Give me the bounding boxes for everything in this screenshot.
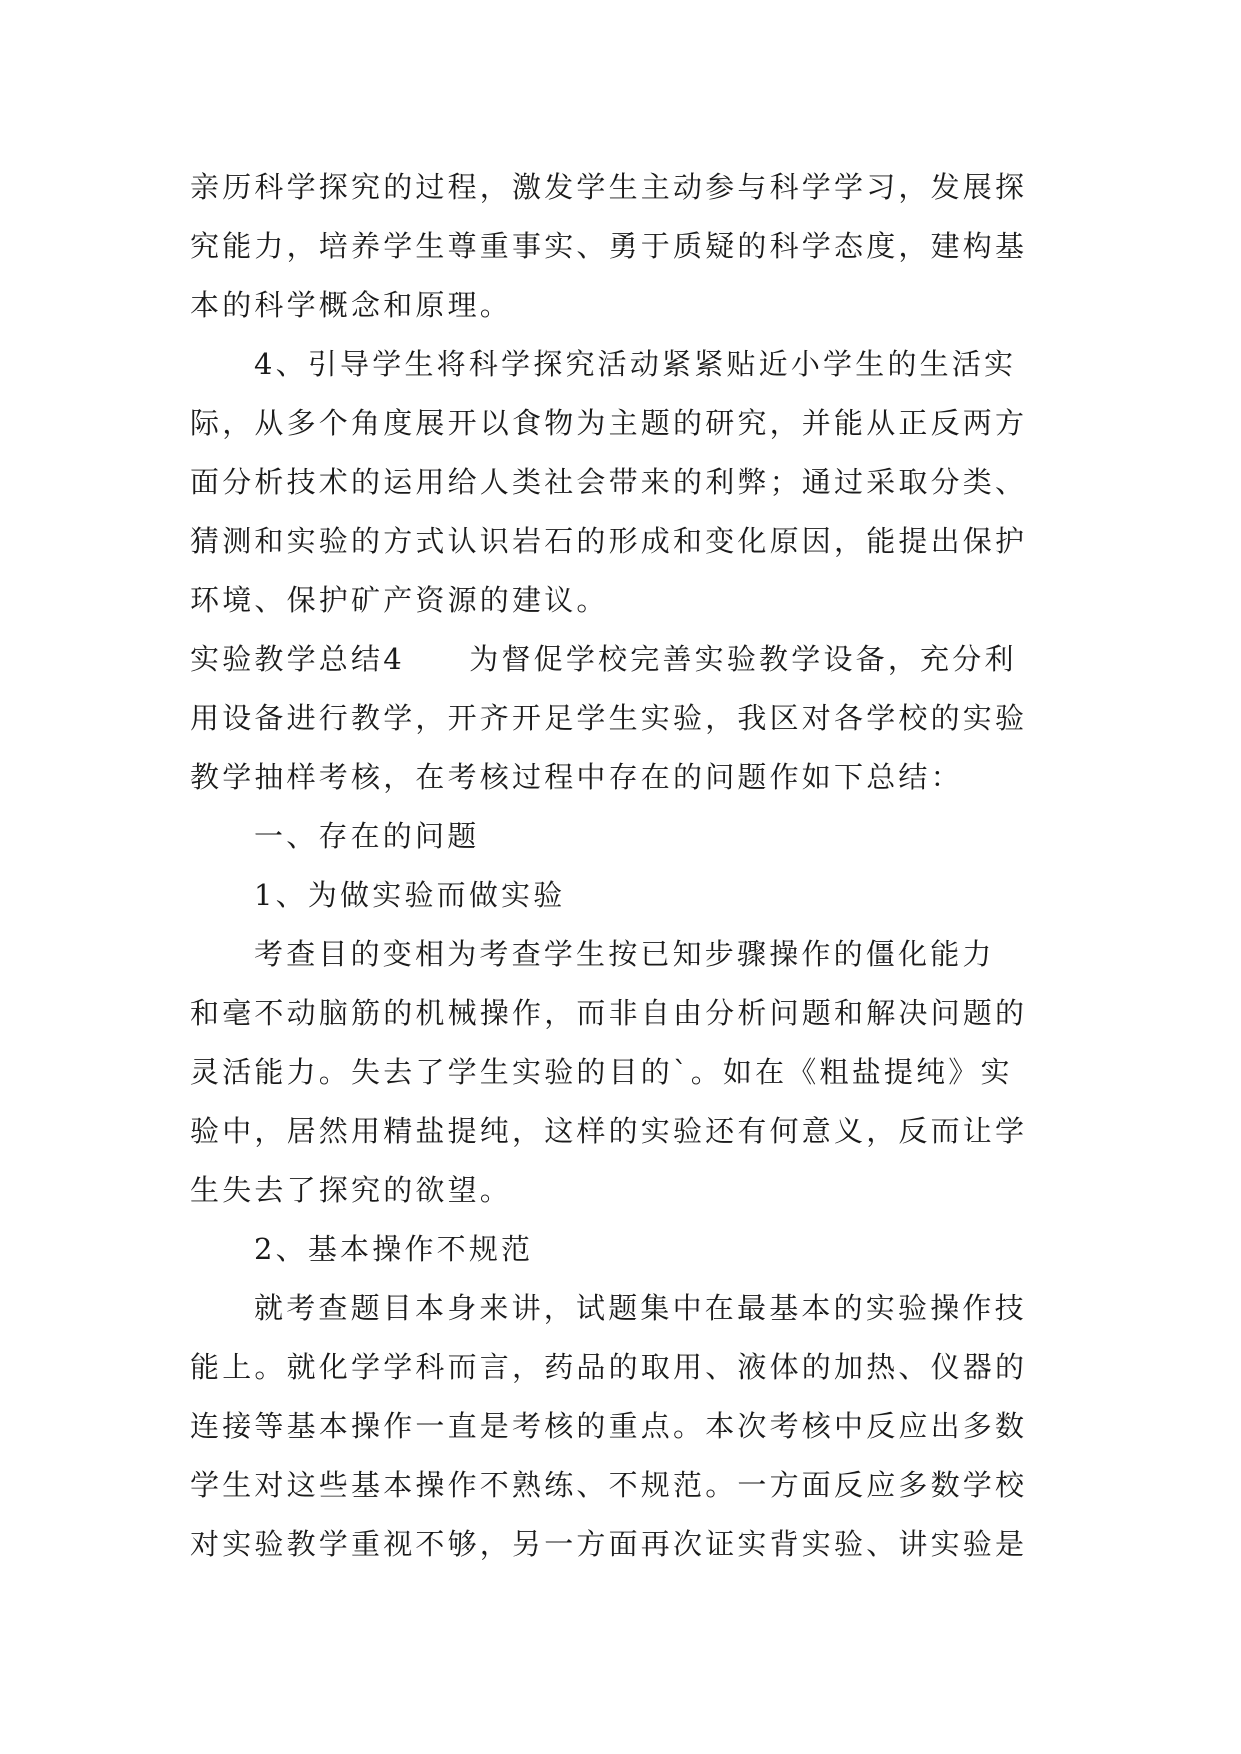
text-line: 和毫不动脑筋的机械操作，而非自由分析问题和解决问题的	[190, 996, 1028, 1030]
subheading-line: 1、为做实验而做实验	[254, 878, 566, 912]
text-line: 连接等基本操作一直是考核的重点。本次考核中反应出多数	[190, 1409, 1028, 1443]
text-line: 教学抽样考核，在考核过程中存在的问题作如下总结：	[190, 760, 963, 794]
text-line: 验中，居然用精盐提纯，这样的实验还有何意义，反而让学	[190, 1114, 1028, 1148]
subheading-line: 一、存在的问题	[254, 819, 480, 853]
text-line: 考查目的变相为考查学生按已知步骤操作的僵化能力	[254, 937, 995, 971]
text-line: 灵活能力。失去了学生实验的目的`。如在《粗盐提纯》实	[190, 1055, 1013, 1089]
document-body	[190, 158, 1060, 1574]
text-line: 用设备进行教学，开齐开足学生实验，我区对各学校的实验	[190, 701, 1028, 735]
text-line: 环境、保护矿产资源的建议。	[190, 583, 609, 617]
text-line: 本的科学概念和原理。	[190, 288, 513, 322]
text-line: 亲历科学探究的过程，激发学生主动参与科学学习，发展探	[190, 170, 1028, 204]
text-line: 猜测和实验的方式认识岩石的形成和变化原因，能提出保护	[190, 524, 1028, 558]
text-line: 4、引导学生将科学探究活动紧紧贴近小学生的生活实	[254, 347, 1017, 381]
text-line: 对实验教学重视不够，另一方面再次证实背实验、讲实验是	[190, 1527, 1028, 1561]
section-heading-line: 实验教学总结4 为督促学校完善实验教学设备，充分利	[190, 642, 1017, 676]
text-line: 能上。就化学学科而言，药品的取用、液体的加热、仪器的	[190, 1350, 1028, 1384]
text-line: 面分析技术的运用给人类社会带来的利弊；通过采取分类、	[190, 465, 1028, 499]
text-line: 就考查题目本身来讲，试题集中在最基本的实验操作技	[254, 1291, 1027, 1325]
text-line: 究能力，培养学生尊重事实、勇于质疑的科学态度，建构基	[190, 229, 1028, 263]
text-line: 际，从多个角度展开以食物为主题的研究，并能从正反两方	[190, 406, 1028, 440]
subheading-line: 2、基本操作不规范	[254, 1232, 534, 1266]
text-line: 学生对这些基本操作不熟练、不规范。一方面反应多数学校	[190, 1468, 1028, 1502]
text-line: 生失去了探究的欲望。	[190, 1173, 513, 1207]
